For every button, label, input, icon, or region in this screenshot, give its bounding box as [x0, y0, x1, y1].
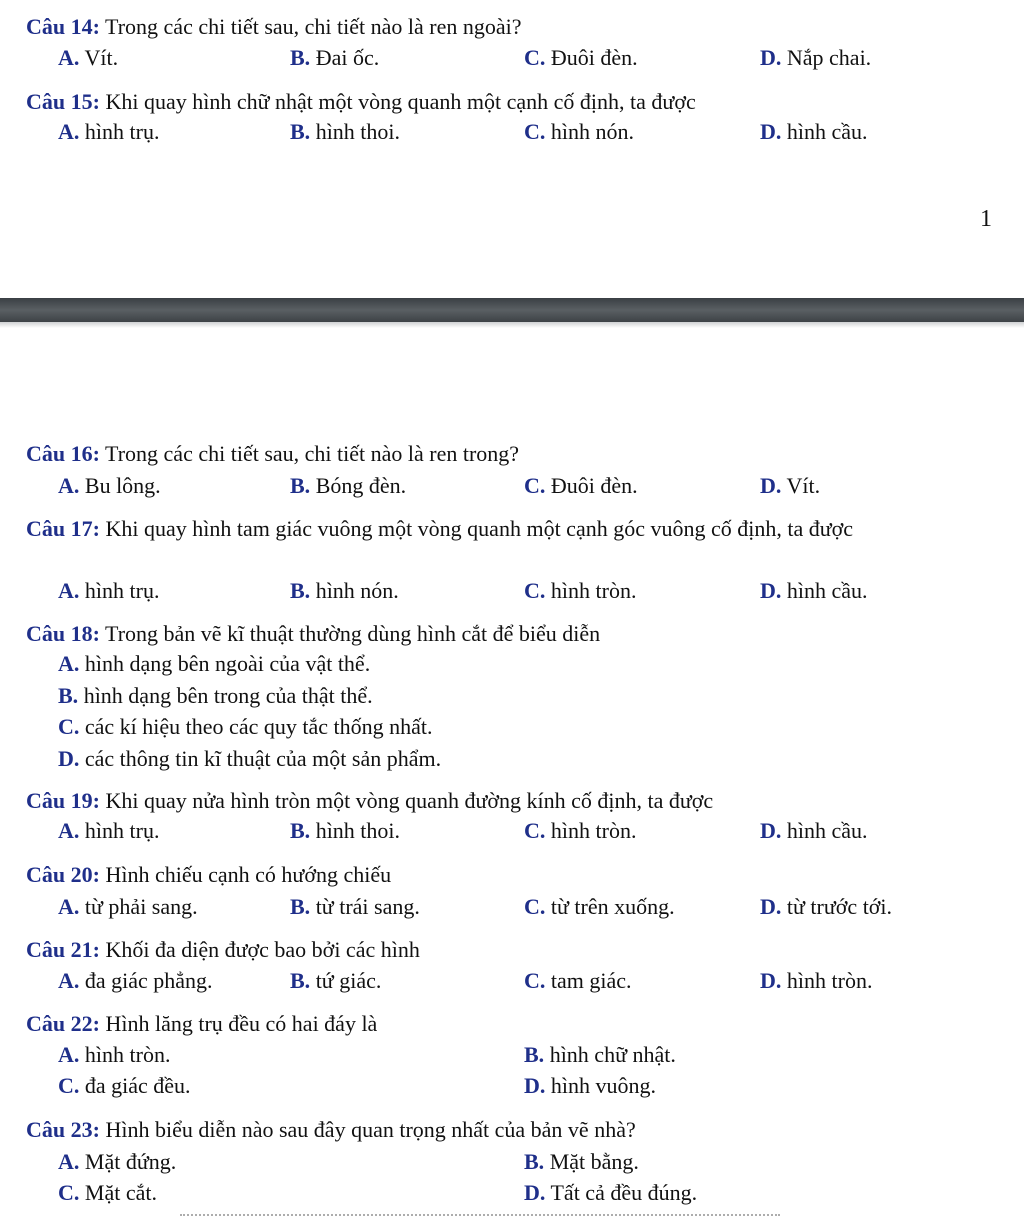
page-separator — [0, 298, 1024, 322]
question-16: Câu 16: Trong các chi tiết sau, chi tiết nào là ren trong? — [26, 441, 520, 466]
option-letter: D. — [760, 818, 782, 843]
question-number: Câu 16: — [26, 441, 100, 466]
option-letter: D. — [760, 473, 782, 498]
option-letter: C. — [524, 578, 546, 603]
option-letter: D. — [760, 119, 782, 144]
option-21-a: A. đa giác phẳng. — [58, 968, 213, 993]
option-18-c: C. các kí hiệu theo các quy tắc thống nhất. — [58, 714, 433, 739]
question-number: Câu 19: — [26, 788, 100, 813]
option-23-c: C. Mặt cắt. — [58, 1180, 157, 1205]
option-15-d: D. hình cầu. — [760, 119, 868, 144]
option-23-d: D. Tất cả đều đúng. — [524, 1180, 698, 1205]
option-14-d: D. Nắp chai. — [760, 45, 872, 70]
option-16-b: B. Bóng đèn. — [290, 473, 407, 498]
option-21-d: D. hình tròn. — [760, 968, 873, 993]
option-letter: A. — [58, 818, 80, 843]
option-16-a: A. Bu lông. — [58, 473, 161, 498]
option-letter: B. — [290, 473, 311, 498]
option-letter: C. — [524, 119, 546, 144]
option-letter: C. — [58, 1180, 80, 1205]
option-15-b: B. hình thoi. — [290, 119, 401, 144]
option-18-d: D. các thông tin kĩ thuật của một sản phẩm. — [58, 746, 442, 771]
option-20-d: D. từ trước tới. — [760, 894, 893, 919]
option-17-b: B. hình nón. — [290, 578, 399, 603]
option-letter: A. — [58, 473, 80, 498]
option-letter: C. — [58, 714, 80, 739]
option-letter: B. — [524, 1149, 545, 1174]
option-15-c: C. hình nón. — [524, 119, 635, 144]
option-letter: D. — [760, 45, 782, 70]
option-letter: B. — [290, 45, 311, 70]
option-letter: B. — [290, 968, 311, 993]
question-number: Câu 17: — [26, 516, 100, 541]
option-22-c: C. đa giác đều. — [58, 1073, 191, 1098]
question-22: Câu 22: Hình lăng trụ đều có hai đáy là — [26, 1011, 378, 1036]
option-letter: B. — [58, 683, 79, 708]
option-23-a: A. Mặt đứng. — [58, 1149, 177, 1174]
option-letter: D. — [58, 746, 80, 771]
option-letter: C. — [524, 968, 546, 993]
question-17: Câu 17: Khi quay hình tam giác vuông một vòng quanh một cạnh góc vuông cố định, ta được — [26, 516, 854, 541]
page-number: 1 — [980, 206, 992, 232]
option-letter: D. — [524, 1073, 546, 1098]
option-letter: A. — [58, 119, 80, 144]
option-letter: A. — [58, 578, 80, 603]
question-number: Câu 23: — [26, 1117, 100, 1142]
option-18-b: B. hình dạng bên trong của thật thể. — [58, 683, 373, 708]
question-number: Câu 18: — [26, 621, 100, 646]
option-18-a: A. hình dạng bên ngoài của vật thể. — [58, 651, 371, 676]
question-number: Câu 21: — [26, 937, 100, 962]
option-letter: C. — [58, 1073, 80, 1098]
option-14-a: A. Vít. — [58, 45, 119, 70]
option-letter: B. — [290, 894, 311, 919]
question-20: Câu 20: Hình chiếu cạnh có hướng chiếu — [26, 862, 392, 887]
question-23: Câu 23: Hình biểu diễn nào sau đây quan trọng nhất của bản vẽ nhà? — [26, 1117, 636, 1142]
question-15: Câu 15: Khi quay hình chữ nhật một vòng quanh một cạnh cố định, ta được — [26, 89, 696, 114]
option-21-b: B. tứ giác. — [290, 968, 382, 993]
option-letter: A. — [58, 1149, 80, 1174]
question-number: Câu 15: — [26, 89, 100, 114]
option-14-c: C. Đuôi đèn. — [524, 45, 638, 70]
option-letter: C. — [524, 818, 546, 843]
question-14: Câu 14: Trong các chi tiết sau, chi tiết nào là ren ngoài? — [26, 14, 522, 39]
option-21-c: C. tam giác. — [524, 968, 632, 993]
option-17-d: D. hình cầu. — [760, 578, 868, 603]
option-20-b: B. từ trái sang. — [290, 894, 420, 919]
option-letter: C. — [524, 894, 546, 919]
option-letter: B. — [524, 1042, 545, 1067]
question-18: Câu 18: Trong bản vẽ kĩ thuật thường dùng hình cắt để biểu diễn — [26, 621, 601, 646]
option-19-d: D. hình cầu. — [760, 818, 868, 843]
question-number: Câu 14: — [26, 14, 100, 39]
option-letter: A. — [58, 894, 80, 919]
question-19: Câu 19: Khi quay nửa hình tròn một vòng quanh đường kính cố định, ta được — [26, 788, 714, 813]
option-17-a: A. hình trụ. — [58, 578, 160, 603]
question-number: Câu 20: — [26, 862, 100, 887]
option-14-b: B. Đai ốc. — [290, 45, 380, 70]
option-16-d: D. Vít. — [760, 473, 821, 498]
option-letter: D. — [760, 968, 782, 993]
option-23-b: B. Mặt bằng. — [524, 1149, 639, 1174]
option-letter: A. — [58, 45, 80, 70]
option-letter: B. — [290, 578, 311, 603]
option-22-a: A. hình tròn. — [58, 1042, 171, 1067]
option-letter: C. — [524, 473, 546, 498]
option-19-a: A. hình trụ. — [58, 818, 160, 843]
option-16-c: C. Đuôi đèn. — [524, 473, 638, 498]
cut-off-next-line — [180, 1214, 780, 1223]
option-22-d: D. hình vuông. — [524, 1073, 657, 1098]
option-20-a: A. từ phải sang. — [58, 894, 198, 919]
option-letter: C. — [524, 45, 546, 70]
option-letter: A. — [58, 651, 80, 676]
option-letter: A. — [58, 1042, 80, 1067]
option-letter: D. — [524, 1180, 546, 1205]
question-21: Câu 21: Khối đa diện được bao bởi các hình — [26, 937, 420, 962]
option-20-c: C. từ trên xuống. — [524, 894, 675, 919]
page-separator-shadow — [0, 322, 1024, 328]
option-19-b: B. hình thoi. — [290, 818, 401, 843]
option-letter: D. — [760, 894, 782, 919]
option-19-c: C. hình tròn. — [524, 818, 637, 843]
option-letter: B. — [290, 119, 311, 144]
question-number: Câu 22: — [26, 1011, 100, 1036]
option-15-a: A. hình trụ. — [58, 119, 160, 144]
option-letter: D. — [760, 578, 782, 603]
option-17-c: C. hình tròn. — [524, 578, 637, 603]
option-22-b: B. hình chữ nhật. — [524, 1042, 676, 1067]
option-letter: B. — [290, 818, 311, 843]
option-letter: A. — [58, 968, 80, 993]
